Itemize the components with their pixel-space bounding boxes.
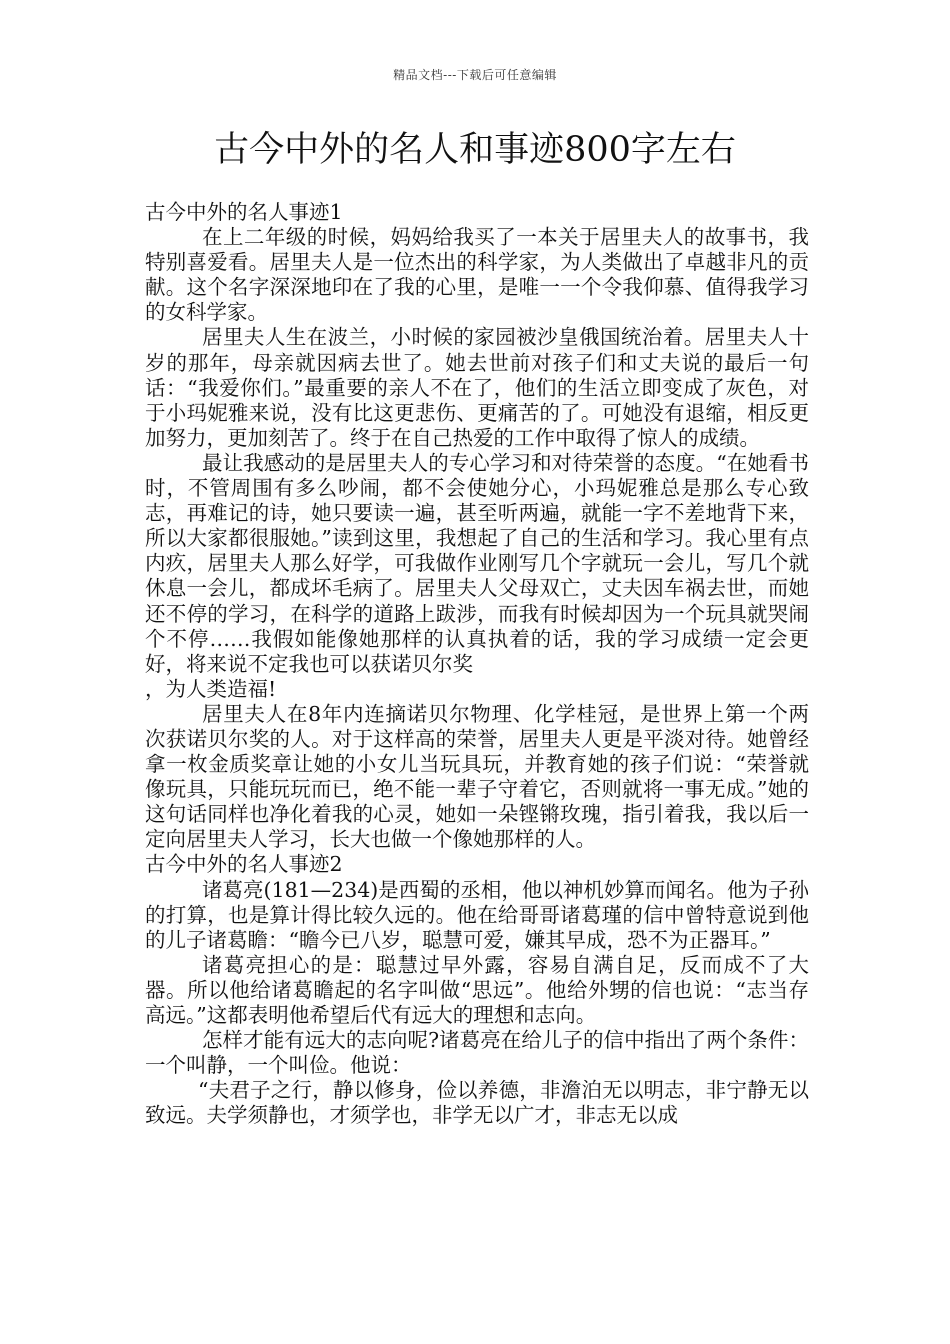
section-heading-2: 古今中外的名人事迹2 (145, 852, 343, 877)
document-body (145, 200, 809, 1128)
paragraph: 在上二年级的时候，妈妈给我买了一本关于居里夫人的故事书，我特别喜爱看。居里夫人是一位杰出的科学家，为人类做出了卓越非凡的贡献。这个名字深深地印在了我的心里，是唯一一个令我仰慕、值得我学习的女科学家。 (145, 225, 809, 325)
header-watermark: 精品文档---下载后可任意编辑 (393, 68, 557, 82)
section-heading-1: 古今中外的名人事迹1 (145, 200, 343, 224)
paragraph: 怎样才能有远大的志向呢?诸葛亮在给儿子的信中指出了两个条件：一个叫静，一个叫俭。他说： (145, 1028, 809, 1078)
paragraph: 居里夫人在8年内连摘诺贝尔物理、化学桂冠，是世界上第一个两次获诺贝尔奖的人。对于这样高的荣誉，居里夫人更是平淡对待。她曾经拿一枚金质奖章让她的小女儿当玩具玩，并教育她的孩子们说：“荣誉就像玩具，只能玩玩而已，绝不能一辈子守着它，否则就将一事无成。”她的这句话同样也净化着我的心灵，她如一朵铿锵玫瑰，指引着我，我以后一定向居里夫人学习，长大也做一个像她那样的人。 (145, 701, 809, 852)
paragraph: 最让我感动的是居里夫人的专心学习和对待荣誉的态度。“在她看书时，不管周围有多么吵闹，都不会使她分心，小玛妮雅总是那么专心致志，再难记的诗，她只要读一遍，甚至听两遍，就能一字不差地背下来，所以大家都很服她。”读到这里，我想起了自己的生活和学习。我心里有点内疚，居里夫人那么好学，可我做作业刚写几个字就玩一会儿，写几个就休息一会儿，都成坏毛病了。居里夫人父母双亡，丈夫因车祸去世，而她还不停的学习，在科学的道路上跋涉，而我有时候却因为一个玩具就哭闹个不停……我假如能像她那样的认真执着的话，我的学习成绩一定会更好，将来说不定我也可以获诺贝尔奖 (145, 450, 809, 676)
paragraph-continuation: ，为人类造福! (145, 676, 277, 701)
document-title: 古今中外的名人和事迹800字左右 (214, 130, 736, 170)
paragraph: 诸葛亮(181—234)是西蜀的丞相，他以神机妙算而闻名。他为子孙的打算，也是算计得比较久远的。他在给哥哥诸葛瑾的信中曾特意说到他的儿子诸葛瞻：“瞻今已八岁，聪慧可爱，嫌其早成，恐不为正器耳。” (145, 877, 809, 952)
paragraph: 居里夫人生在波兰，小时候的家园被沙皇俄国统治着。居里夫人十岁的那年，母亲就因病去世了。她去世前对孩子们和丈夫说的最后一句话：“我爱你们。”最重要的亲人不在了，他们的生活立即变成了灰色，对于小玛妮雅来说，没有比这更悲伤、更痛苦的了。可她没有退缩，相反更加努力，更加刻苦了。终于在自己热爱的工作中取得了惊人的成绩。 (145, 325, 809, 450)
paragraph-quote: “夫君子之行，静以修身，俭以养德，非澹泊无以明志，非宁静无以致远。夫学须静也，才须学也，非学无以广才，非志无以成 (145, 1078, 809, 1128)
paragraph: 诸葛亮担心的是：聪慧过早外露，容易自满自足，反而成不了大器。所以他给诸葛瞻起的名字叫做“思远”。他给外甥的信也说：“志当存高远。”这都表明他希望后代有远大的理想和志向。 (145, 952, 809, 1027)
